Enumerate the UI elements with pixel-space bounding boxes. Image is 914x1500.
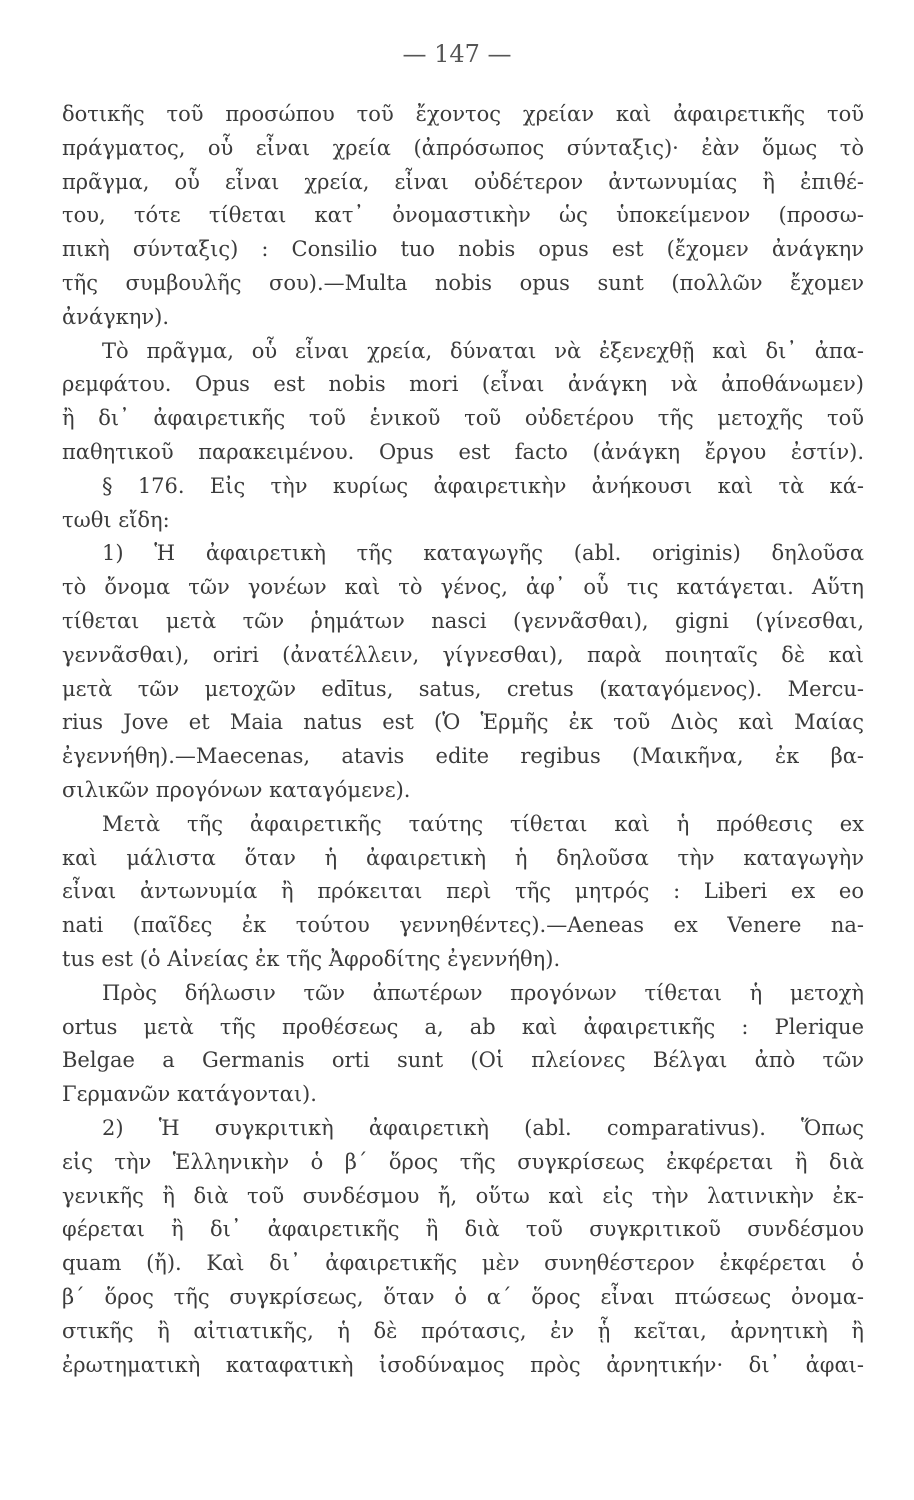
text-line: Γερμανῶν κατάγονται).	[62, 1082, 317, 1107]
text-line: μετὰ τῶν μετοχῶν edītus, satus, cretus (καταγόμενος). Mercu-	[62, 676, 864, 701]
text-line: καὶ μάλιστα ὅταν ἡ ἀφαιρετικὴ ἡ δηλοῦσα τὴν καταγωγὴν	[62, 845, 864, 870]
text-line: παθητικοῦ παρακειμένου. Opus est facto (ἀνάγκη ἔργου ἐστίν).	[62, 440, 864, 464]
text-line: ἐγεννήθη).—Maecenas, atavis edite regibus (Μαικῆνα, ἐκ βα-	[62, 744, 864, 769]
text-line: τίθεται μετὰ τῶν ῥημάτων nasci (γεννᾶσθαι), gigni (γίνεσθαι,	[62, 609, 864, 633]
text-line: rius Jove et Maia natus est (Ὁ Ἑρμῆς ἐκ τοῦ Διὸς καὶ Μαίας	[62, 710, 864, 735]
text-line: § 176. Εἰς τὴν κυρίως ἀφαιρετικὴν ἀνήκουσι καὶ τὰ κά-	[102, 473, 864, 498]
text-line: φέρεται ἢ δι᾽ ἀφαιρετικῆς ἢ διὰ τοῦ συγκριτικοῦ συνδέσμου	[62, 1217, 864, 1242]
text-line: σιλικῶν προγόνων καταγόμενε).	[62, 778, 411, 802]
text-line: 2) Ἡ συγκριτικὴ ἀφαιρετικὴ (abl. comparativus). Ὅπως	[102, 1116, 864, 1140]
text-line: στικῆς ἢ αἰτιατικῆς, ἡ δὲ πρότασις, ἐν ᾗ κεῖται, ἀρνητικὴ ἢ	[62, 1318, 864, 1343]
text-line: εἰς τὴν Ἑλληνικὴν ὁ β΄ ὅρος τῆς συγκρίσεως ἐκφέρεται ἢ διὰ	[62, 1149, 864, 1174]
text-line: ἐρωτηματικὴ καταφατικὴ ἰσοδύναμος πρὸς ἀρνητικήν· δι᾽ ἀφαι-	[62, 1352, 864, 1377]
text-line: γεννᾶσθαι), oriri (ἀνατέλλειν, γίγνεσθαι), παρὰ ποιηταῖς δὲ καὶ	[62, 642, 864, 667]
text-line: δοτικῆς τοῦ προσώπου τοῦ ἔχοντος χρείαν καὶ ἀφαιρετικῆς τοῦ	[62, 102, 864, 126]
text-line: Μετὰ τῆς ἀφαιρετικῆς ταύτης τίθεται καὶ ἡ πρόθεσις ex	[102, 811, 864, 836]
text-line: εἶναι ἀντωνυμία ἢ πρόκειται περὶ τῆς μητρός : Liberi ex eo	[62, 879, 864, 904]
text-line: Πρὸς δήλωσιν τῶν ἀπωτέρων προγόνων τίθεται ἡ μετοχὴ	[102, 980, 864, 1005]
text-line: Belgae a Germanis orti sunt (Οἱ πλείονες Βέλγαι ἀπὸ τῶν	[62, 1048, 864, 1073]
text-line: τῆς συμβουλῆς σου).—Multa nobis opus sunt (πολλῶν ἔχομεν	[62, 271, 864, 295]
page-number: — 147 —	[402, 40, 512, 68]
text-line: ortus μετὰ τῆς προθέσεως a, ab καὶ ἀφαιρετικῆς : Plerique	[62, 1014, 864, 1039]
text-line: nati (παῖδες ἐκ τούτου γεννηθέντες).—Aeneas ex Venere na-	[62, 913, 864, 938]
text-line: πικὴ σύνταξις) : Consilio tuo nobis opus est (ἔχομεν ἀνάγκην	[62, 237, 864, 262]
text-line: πρᾶγμα, οὗ εἶναι χρεία, εἶναι οὐδέτερον ἀντωνυμίας ἢ ἐπιθέ-	[62, 169, 864, 194]
text-line: ρεμφάτου. Opus est nobis mori (εἶναι ἀνάγκη νὰ ἀποθάνωμεν)	[62, 372, 864, 397]
text-line: ἀνάγκην).	[62, 304, 170, 329]
text-line: β΄ ὅρος τῆς συγκρίσεως, ὅταν ὁ α΄ ὅρος εἶναι πτώσεως ὀνομα-	[62, 1285, 864, 1309]
text-line: τὸ ὄνομα τῶν γονέων καὶ τὸ γένος, ἀφ᾽ οὗ τις κατάγεται. Αὕτη	[62, 575, 864, 600]
text-line: tus est (ὁ Αἰνείας ἐκ τῆς Ἀφροδίτης ἐγεννήθη).	[62, 947, 561, 971]
text-line: του, τότε τίθεται κατ᾽ ὀνομαστικὴν ὡς ὑποκείμενον (προσω-	[62, 203, 864, 228]
text-line: quam (ἤ). Καὶ δι᾽ ἀφαιρετικῆς μὲν συνηθέστερον ἐκφέρεται ὁ	[62, 1251, 864, 1276]
text-line: ἢ δι᾽ ἀφαιρετικῆς τοῦ ἑνικοῦ τοῦ οὐδετέρου τῆς μετοχῆς τοῦ	[62, 406, 864, 431]
text-line: γενικῆς ἢ διὰ τοῦ συνδέσμου ἤ, οὕτω καὶ εἰς τὴν λατινικὴν ἐκ-	[62, 1183, 864, 1208]
text-line: 1) Ἡ ἀφαιρετικὴ τῆς καταγωγῆς (abl. originis) δηλοῦσα	[102, 541, 864, 566]
text-line: τωθι εἴδη:	[62, 507, 170, 532]
text-line: Τὸ πρᾶγμα, οὗ εἶναι χρεία, δύναται νὰ ἐξενεχθῇ καὶ δι᾽ ἀπα-	[102, 338, 864, 363]
text-line: πράγματος, οὗ εἶναι χρεία (ἀπρόσωπος σύνταξις)· ἐὰν ὅμως τὸ	[62, 135, 864, 160]
